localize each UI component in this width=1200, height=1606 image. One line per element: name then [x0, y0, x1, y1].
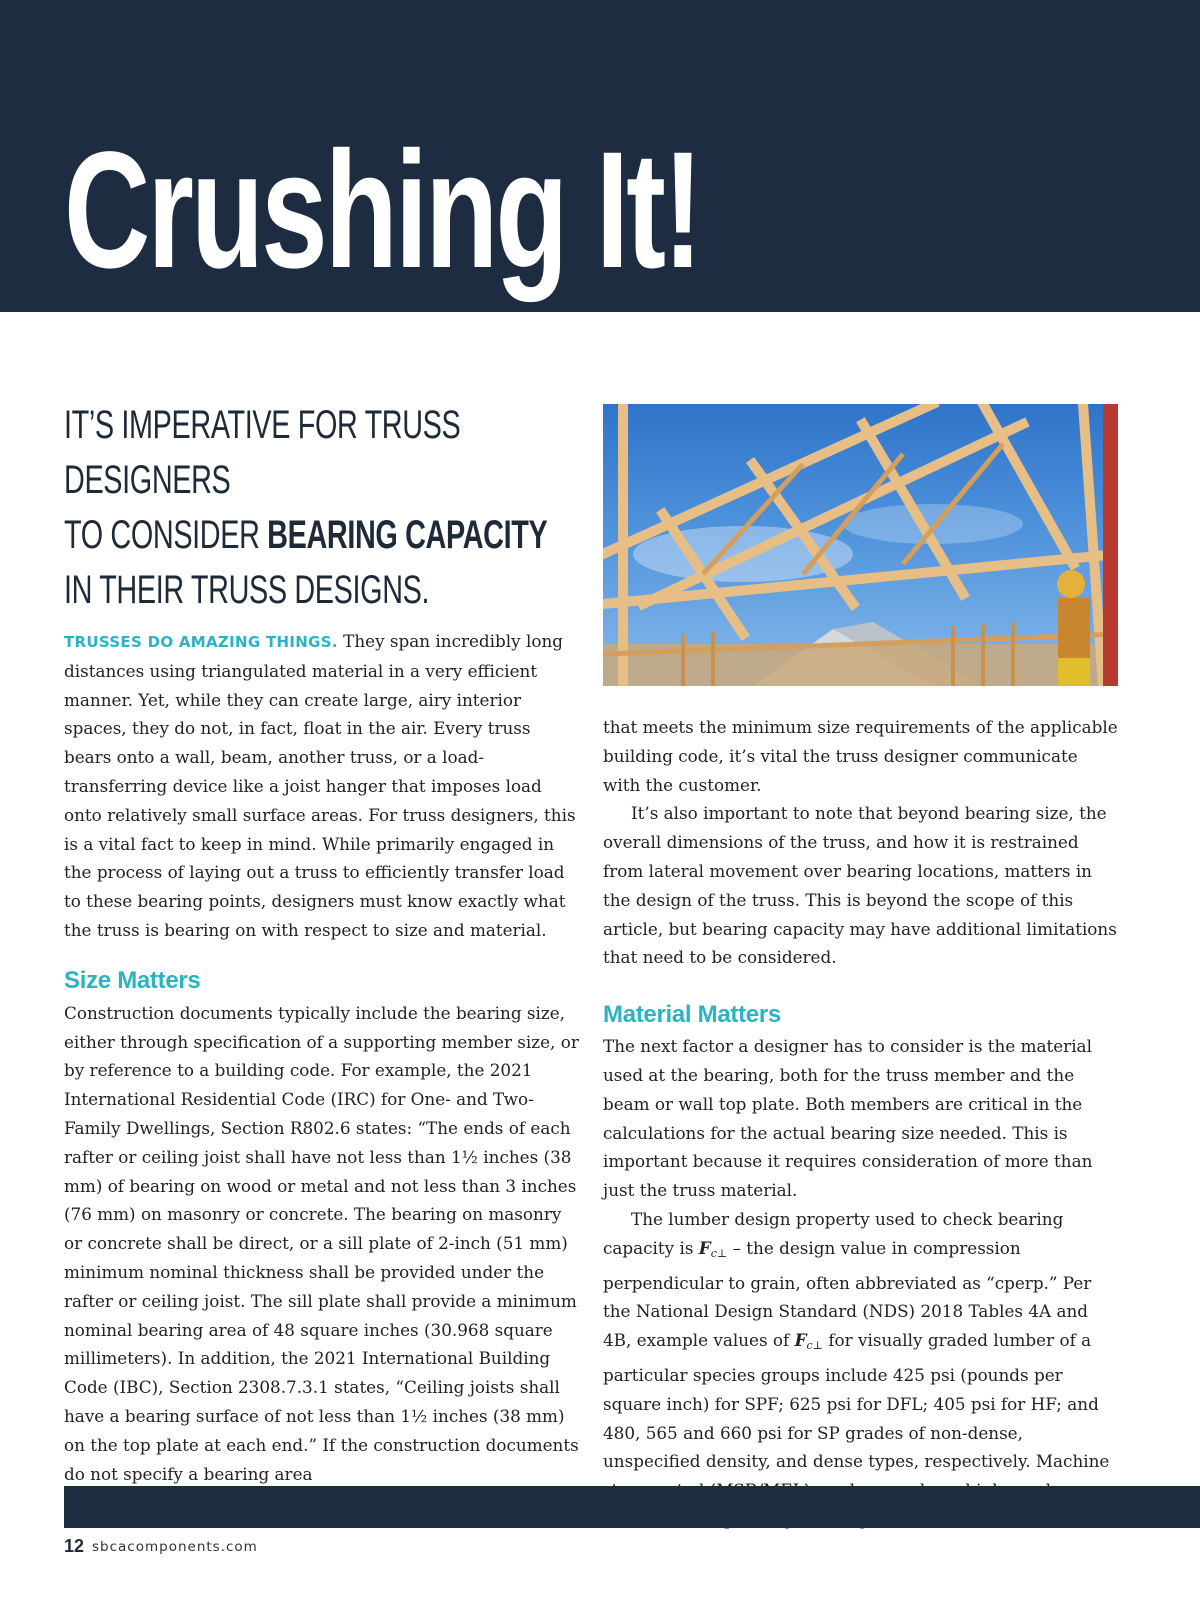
subheadline-emphasis: BEARING CAPACITY [267, 513, 548, 557]
website-link[interactable]: sbcacomponents.com [92, 1539, 258, 1555]
material-matters-heading: Material Matters [603, 1001, 781, 1029]
article-column-right [603, 713, 1118, 1534]
truss-framing-photo [603, 404, 1118, 686]
material-matters-paragraph: The next factor a designer has to consider is the material used at the bearing, both for the truss member and the beam or wall top plate. Both members are critical in the calculations for the actual bearing size needed. This is important because it requires consideration of more than just the truss material. [603, 1036, 1093, 1201]
intro-text: They span incredibly long distances using triangulated material in a very efficient manner. Yet, while they can create large, airy interior spaces, they do not, in fact, float in the air. Every truss bears onto a wall, beam, another truss, or a load-transferring device like a joist hanger that imposes load onto relatively small surface areas. For truss designers, this is a vital fact to keep in mind. While primarily engaged in the process of laying out a truss to efficiently transfer load to these bearing points, designers must know exactly what the truss is bearing on with respect to size and material. [64, 631, 576, 940]
subheadline-line-2-prefix: TO CONSIDER [64, 513, 268, 557]
header-band [0, 0, 1200, 312]
design-property-text-a: The lumber design property used to check bearing capacity is [603, 1208, 1064, 1258]
bearing-dimensions-paragraph: It’s also important to note that beyond bearing size, the overall dimensions of the truss, and how it is restrained from lateral movement over bearing locations, matters in the design of the truss. This is beyond the scope of this article, but bearing capacity may have additional limitations that need to be considered. [603, 803, 1117, 968]
size-matters-heading: Size Matters [64, 966, 201, 994]
lead-in: TRUSSES DO AMAZING THINGS. [64, 633, 338, 651]
fc-symbol-subscript-2: c⊥ [806, 1339, 823, 1353]
design-property-text-c: for visually graded lumber of a particular species groups include 425 psi (pounds per square inch) for SPF; 625 psi for DFL; 405 psi for HF; and 480, 565 and 660 psi for SP grades of non-dense, unspecified density, and dense types, respectively. Machine [603, 1330, 1110, 1472]
subheadline-line-3: IN THEIR TRUSS DESIGNS. [64, 568, 430, 612]
subheadline [64, 398, 568, 618]
page-number: 12 [64, 1536, 85, 1556]
design-property-text-b: – the design value in compression perpendicular to grain, often abbreviated as “cperp.” Per the National Design Standard (NDS) 2018 Tables 4A and 4B, example values of [603, 1237, 1092, 1351]
truss-photo-illustration [603, 404, 1118, 686]
fc-symbol-subscript: c⊥ [710, 1246, 728, 1260]
intro-paragraph [64, 627, 579, 945]
size-matters-paragraph: Construction documents typically include the bearing size, either through specification of a supporting member size, or by reference to a building code. For example, the 2021 International Residential Code (IRC) for One- and Two-Family Dwellings, Section R802.6 states: “The ends of each rafter or ceiling joist shall have not less than 1½ inches (38 mm) of bearing on wood or metal and not less than 3 inches (76 mm) on masonry or concrete. The bearing on masonry or concrete shall be direct, or a sill plate of 2-inch (51 mm) minimum nominal thickness shall be provided under the rafter or ceiling joist. The sill plate shall provide a minimum nominal bearing area of 48 square inches (30.968 square millimeters). In addition, the 2021 International Building Code (IBC), Section 2308.7.3.1 states, “Ceiling joists shall have a bearing surface of not less than 1½ inches (38 mm) on the top plate at each end.” If the construction documents do not specify a bearing area [64, 1002, 579, 1484]
fc-symbol-letter-2: F [794, 1330, 807, 1351]
fc-symbol-letter: F [698, 1237, 711, 1258]
size-matters-paragraph-continued: that meets the minimum size requirements of the applicable building code, it’s vital the truss designer communicate with the customer. [603, 717, 1118, 795]
fc-perp-symbol-2 [794, 1330, 823, 1353]
footer-bar [64, 1486, 1200, 1528]
design-property-paragraph [603, 1205, 1118, 1534]
subheadline-line-1: IT’S IMPERATIVE FOR TRUSS DESIGNERS [64, 403, 461, 502]
fc-perp-symbol [699, 1238, 727, 1258]
article-column-left [64, 627, 579, 1488]
page-title: Crushing It! [64, 118, 700, 303]
